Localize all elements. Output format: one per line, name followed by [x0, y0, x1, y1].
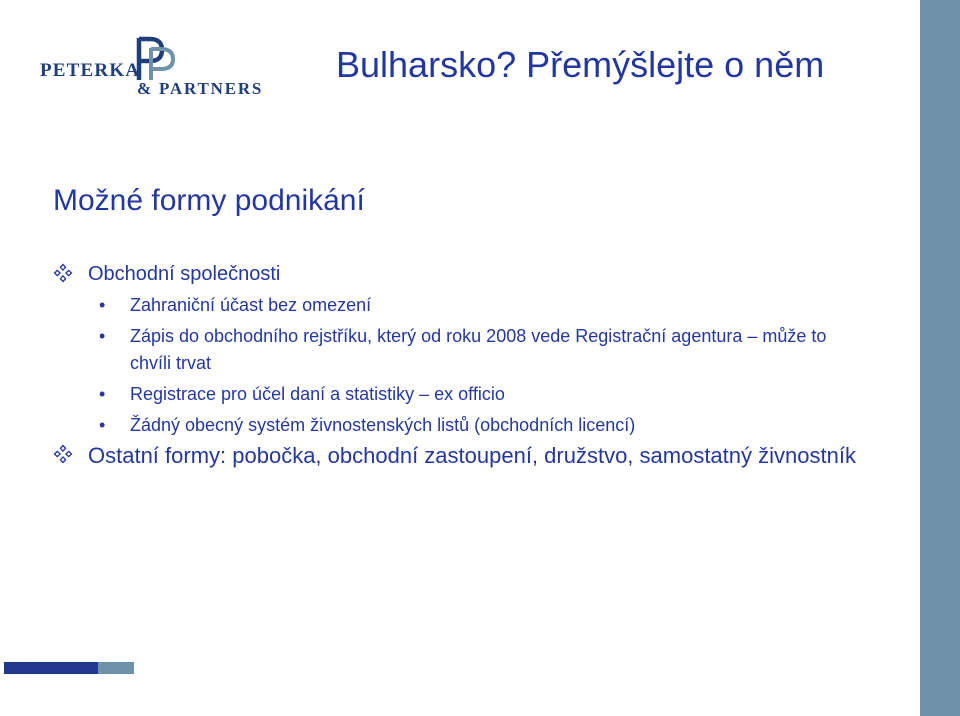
slide-content — [53, 262, 883, 469]
bullet-dot: • — [99, 415, 106, 435]
diamond-bullet-icon — [53, 444, 73, 464]
bottom-accent-bar-light — [98, 662, 134, 674]
list-subitem — [53, 381, 883, 408]
subitem-text: Registrace pro účel daní a statistiky – ex officio — [130, 384, 505, 404]
list-item-label: Obchodní společnosti — [88, 263, 281, 285]
company-logo — [40, 36, 270, 100]
slide-title: Bulharsko? Přemýšlejte o něm — [336, 44, 825, 85]
subitem-text: Žádný obecný systém živnostenských listů (obchodních licencí) — [130, 415, 636, 435]
subitem-text: Zahraniční účast bez omezení — [130, 295, 372, 315]
subitem-text: Zápis do obchodního rejstříku, který od roku 2008 vede Registrační agentura – může to chvíli trvat — [130, 326, 827, 373]
diamond-bullet-icon — [53, 263, 73, 283]
bullet-dot: • — [99, 384, 106, 404]
bottom-accent-bar-dark — [4, 662, 98, 674]
list-subitem — [53, 323, 883, 377]
list-item-level1 — [53, 443, 883, 469]
logo-top-text: PETERKA — [40, 60, 141, 81]
bullet-dot: • — [99, 326, 106, 346]
list-subitem — [53, 412, 883, 439]
list-subitem — [53, 292, 883, 319]
logo-pp-monogram-icon — [136, 36, 178, 82]
bullet-dot: • — [99, 295, 106, 315]
list-item-label: Ostatní formy: pobočka, obchodní zastoupení, družstvo, samostatný živnostník — [88, 443, 856, 468]
right-accent-bar — [920, 0, 960, 716]
list-item-level1 — [53, 262, 883, 286]
section-heading: Možné formy podnikání — [53, 184, 365, 217]
logo-bottom-text: & PARTNERS — [137, 79, 264, 98]
